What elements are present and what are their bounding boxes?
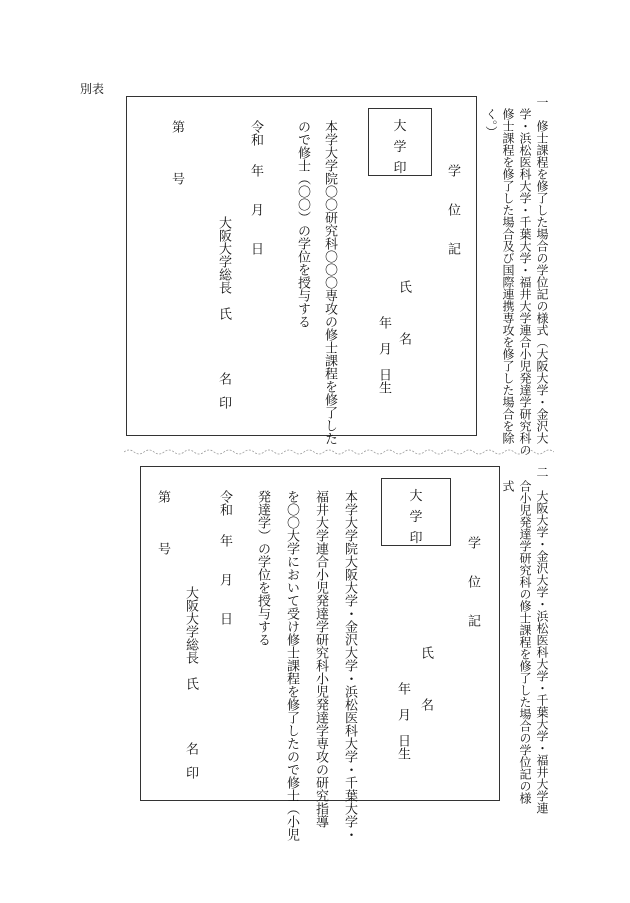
section-separator <box>124 446 554 458</box>
diploma-body-1-line-1: 本学大学院〇〇研究科〇〇〇専攻の修士課程を修了した <box>322 120 337 445</box>
diploma-number-1: 第 号 <box>169 120 184 185</box>
section-1-heading-line-4: く。） <box>484 108 498 138</box>
section-2-heading-line-2: 合小児発達学研究科の修士課程を修了した場合の学位記の様 <box>518 480 532 804</box>
university-seal-box-1 <box>368 108 432 176</box>
diploma-title-1: 学 位 記 <box>445 164 460 255</box>
page-label: 別表 <box>80 82 105 96</box>
era-label-1: 令和 <box>248 120 263 146</box>
seal-char: 大 <box>409 489 423 504</box>
era-label-2: 令和 <box>217 490 232 516</box>
section-1-heading-line-3: 修士課程を修了した場合及び国際連携専攻を修了した場合を除 <box>501 108 515 444</box>
president-seal-1: 印 <box>216 396 231 409</box>
seal-char: 印 <box>409 530 423 546</box>
section-1-heading-line-1: 一 修士課程を修了した場合の学位記の様式（大阪大学・金沢大 <box>535 96 549 444</box>
name-label-2: 氏 名 <box>418 646 433 711</box>
diploma-body-1-line-2: ので修士（〇〇）の学位を授与する <box>295 120 310 328</box>
name-label-1: 氏 名 <box>396 280 411 345</box>
diploma-body-2-line-1: 本学大学院大阪大学・金沢大学・浜松医科大学・千葉大学・ <box>342 490 357 841</box>
seal-char: 印 <box>393 160 407 176</box>
section-2-heading-line-3: 式 <box>501 480 515 492</box>
birth-date-label-1: 年 月 日生 <box>376 316 391 394</box>
diploma-body-2-line-3: を〇〇大学において受け修士課程を修了したので修士（小児 <box>284 490 299 841</box>
diploma-body-2-line-2: 福井大学連合小児発達学研究科小児発達学専攻の研究指導 <box>313 490 328 828</box>
president-signature-2: 大阪大学総長 氏 名 <box>183 586 198 755</box>
award-date-2: 年 月 日 <box>217 534 232 625</box>
seal-char: 学 <box>409 509 423 525</box>
university-seal-box-2 <box>381 478 451 546</box>
award-date-1: 年 月 日 <box>248 164 263 255</box>
diploma-body-2-line-4: 発達学）の学位を授与する <box>255 490 270 646</box>
diploma-title-2: 学 位 記 <box>465 536 480 627</box>
section-2-heading-line-1: 二 大阪大学・金沢大学・浜松医科大学・千葉大学・福井大学連 <box>535 466 549 814</box>
seal-char: 大 <box>393 119 407 134</box>
president-signature-1: 大阪大学総長 氏 名 <box>216 216 231 385</box>
president-seal-2: 印 <box>183 766 198 779</box>
section-1-heading-line-2: 学・浜松医科大学・千葉大学・福井大学連合小児発達学研究科の <box>518 108 532 456</box>
birth-date-label-2: 年 月 日生 <box>395 682 410 760</box>
diploma-number-2: 第 号 <box>155 490 170 555</box>
seal-char: 学 <box>393 139 407 155</box>
